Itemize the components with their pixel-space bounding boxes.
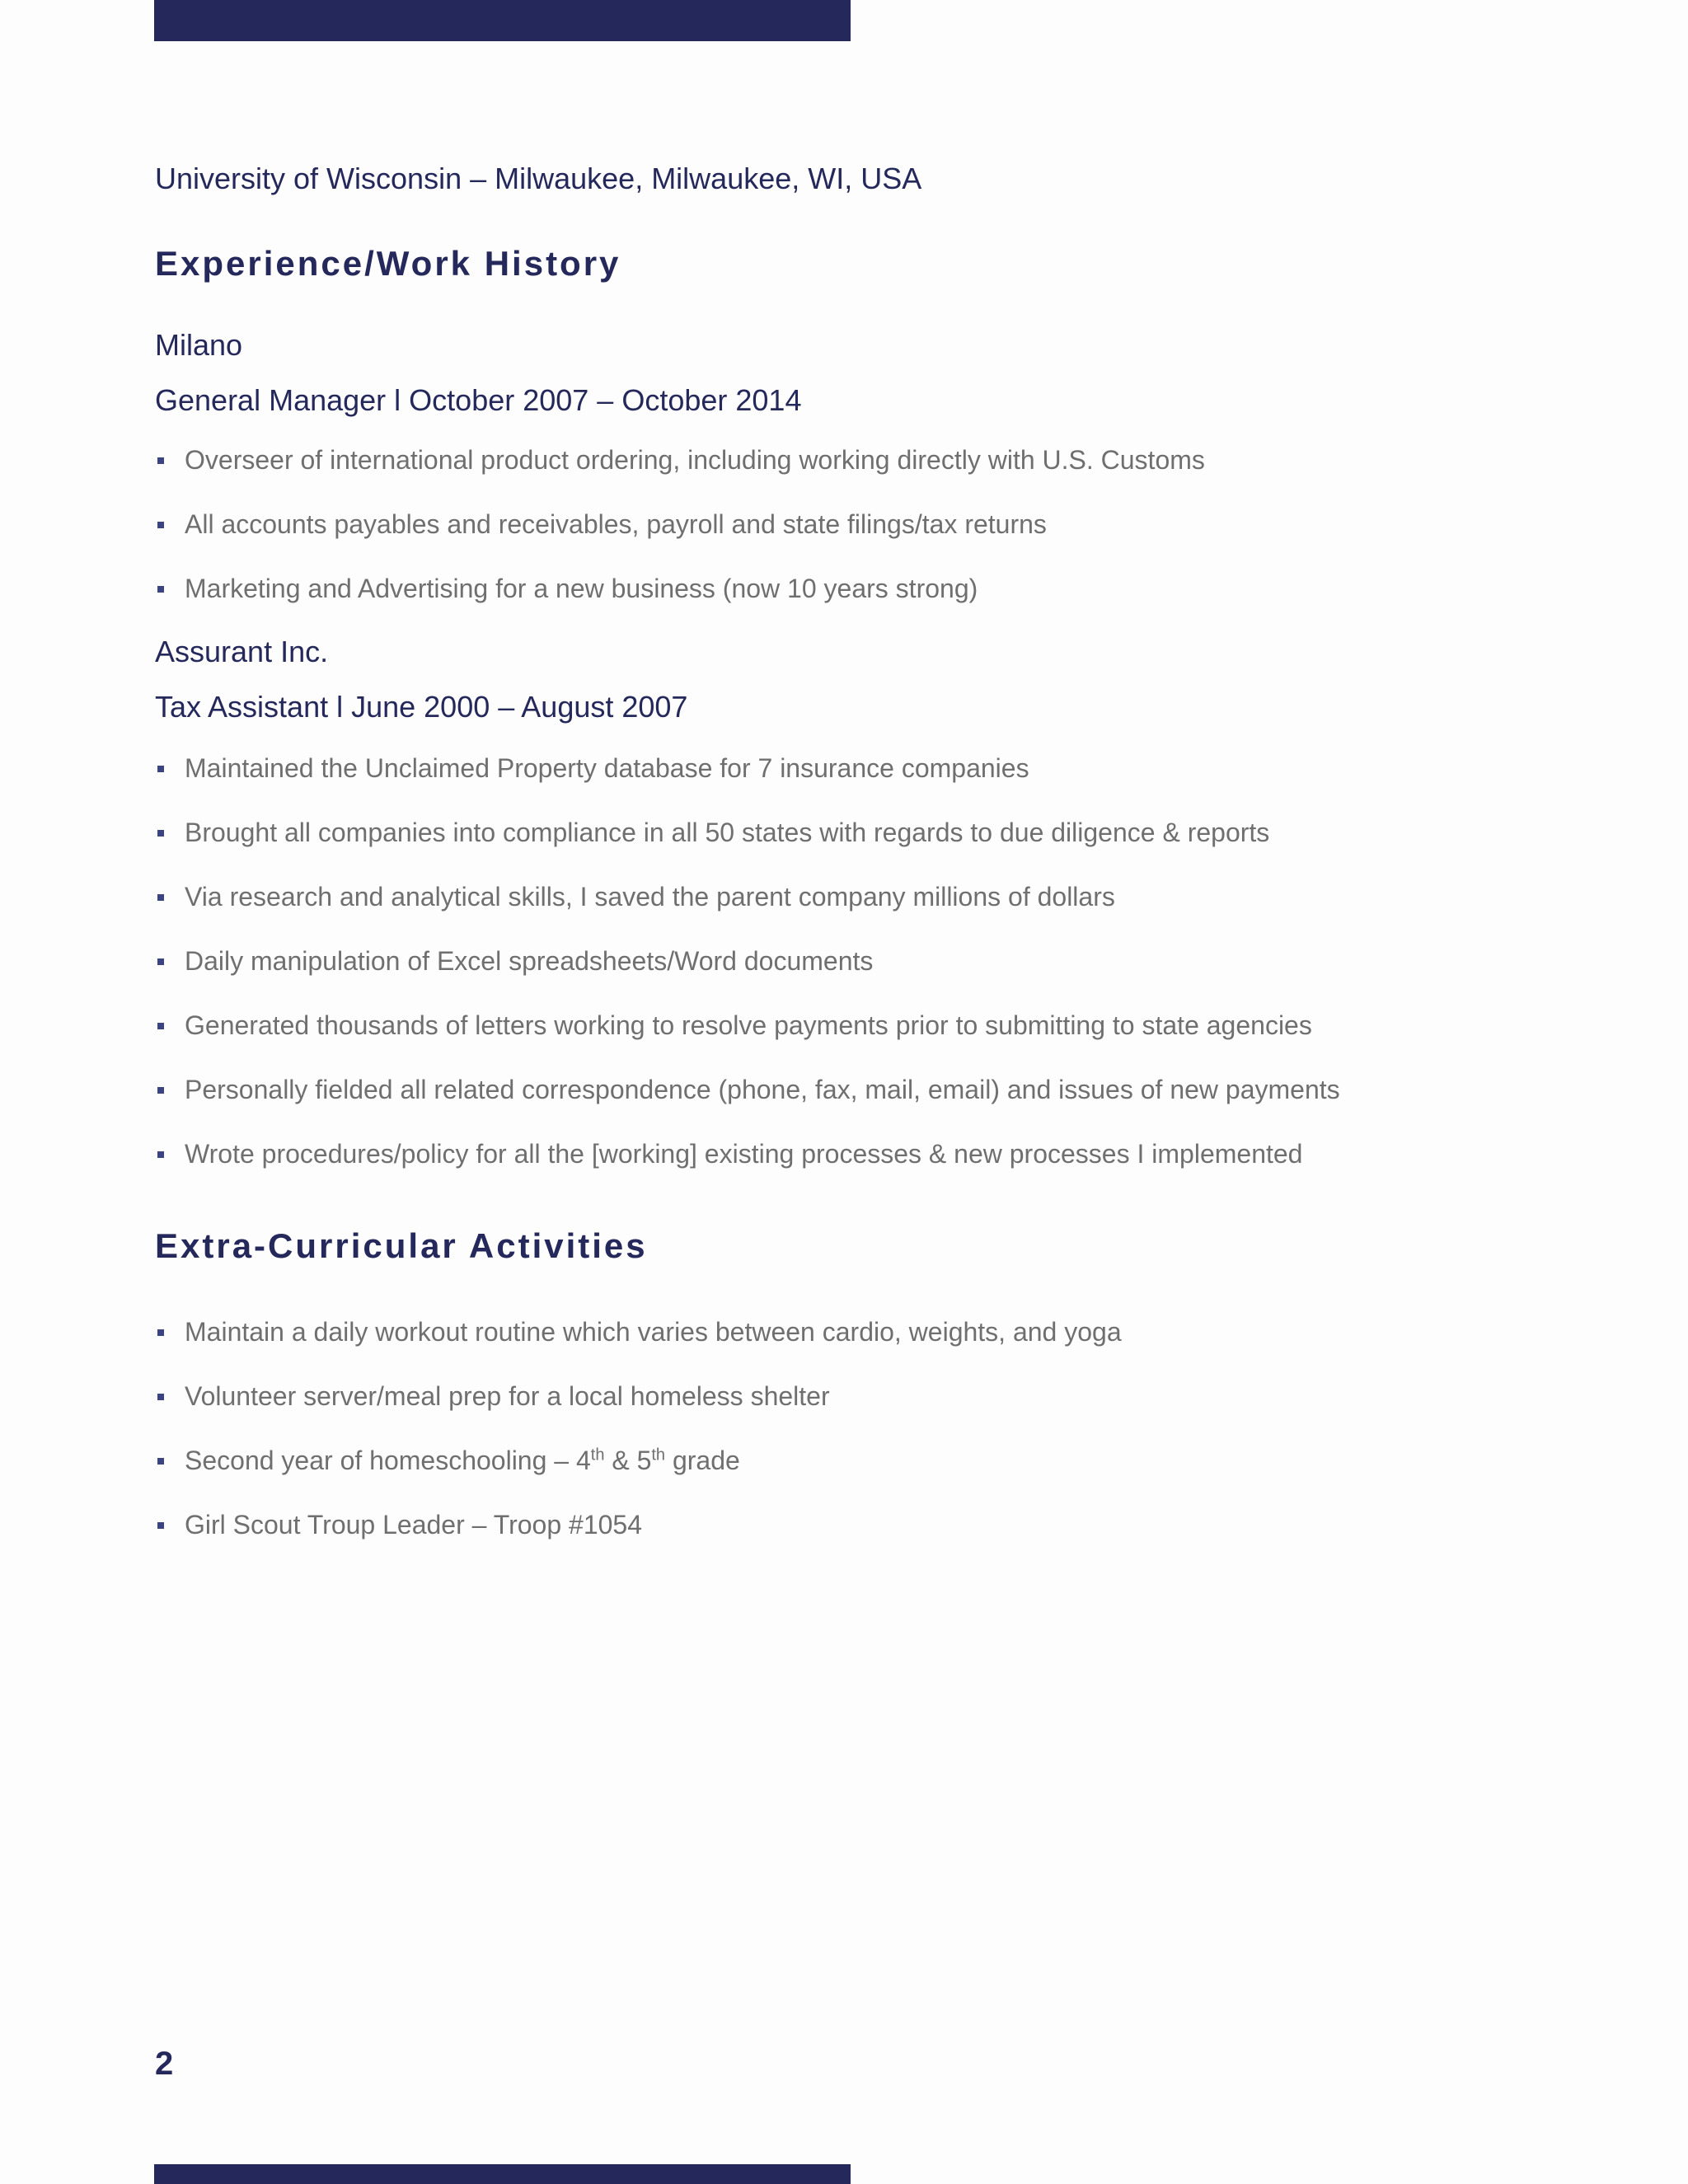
bullet-text: Volunteer server/meal prep for a local homeless shelter [185,1381,830,1411]
bullet-text: Daily manipulation of Excel spreadsheets/Word documents [185,946,874,976]
list-item [155,814,1340,879]
job-title-general-manager: General Manager l October 2007 – October 2014 [155,383,802,417]
list-item [155,1507,1122,1571]
bullet-text: Via research and analytical skills, I saved the parent company millions of dollars [185,882,1115,912]
bullet-text: Maintained the Unclaimed Property database for 7 insurance companies [185,753,1029,783]
job-bullets-assurant [155,750,1340,1200]
bullet-text: Personally fielded all related correspondence (phone, fax, mail, email) and issues of new payments [185,1075,1340,1104]
job-title-tax-assistant: Tax Assistant l June 2000 – August 2007 [155,690,688,724]
square-bullet-icon [157,1522,164,1529]
activities-bullets [155,1314,1122,1571]
square-bullet-icon [157,522,164,528]
list-item [155,879,1340,943]
page-number: 2 [155,2046,174,2082]
list-item [155,750,1340,814]
square-bullet-icon [157,830,164,837]
ordinal-superscript: th [590,1446,605,1465]
square-bullet-icon [157,1023,164,1029]
square-bullet-icon [157,1151,164,1158]
job-bullets-milano [155,442,1205,635]
list-item [155,1442,1122,1507]
list-item [155,506,1205,570]
bullet-text: Girl Scout Troup Leader – Troop #1054 [185,1510,643,1540]
list-item [155,1314,1122,1378]
header-accent-bar [154,0,851,41]
footer-accent-bar [154,2164,851,2184]
list-item [155,1007,1340,1071]
homeschool-text-middle: & 5 [604,1446,652,1475]
bullet-text: Generated thousands of letters working to resolve payments prior to submitting to state agencies [185,1010,1312,1040]
ordinal-superscript: th [651,1446,666,1465]
list-item [155,442,1205,506]
job-company-milano: Milano [155,328,243,362]
bullet-text: Maintain a daily workout routine which varies between cardio, weights, and yoga [185,1317,1122,1347]
education-location: University of Wisconsin – Milwaukee, Milwaukee, WI, USA [155,162,922,195]
homeschool-text-end: grade [665,1446,740,1475]
square-bullet-icon [157,457,164,464]
job-company-assurant: Assurant Inc. [155,635,329,668]
homeschool-text-start: Second year of homeschooling – 4 [185,1446,591,1475]
list-item [155,570,1205,635]
square-bullet-icon [157,766,164,772]
bullet-text: All accounts payables and receivables, payroll and state filings/tax returns [185,509,1047,539]
square-bullet-icon [157,894,164,901]
list-item [155,1378,1122,1442]
bullet-text [185,1446,740,1475]
list-item [155,1136,1340,1200]
square-bullet-icon [157,1394,164,1400]
square-bullet-icon [157,1329,164,1336]
square-bullet-icon [157,1458,164,1465]
square-bullet-icon [157,586,164,593]
activities-heading: Extra-Curricular Activities [155,1226,648,1265]
bullet-text: Wrote procedures/policy for all the [working] existing processes & new processes I implemented [185,1139,1303,1169]
bullet-text: Marketing and Advertising for a new business (now 10 years strong) [185,574,978,603]
square-bullet-icon [157,1087,164,1094]
bullet-text: Brought all companies into compliance in all 50 states with regards to due diligence & reports [185,818,1270,847]
square-bullet-icon [157,958,164,965]
list-item [155,1071,1340,1136]
list-item [155,943,1340,1007]
bullet-text: Overseer of international product ordering, including working directly with U.S. Customs [185,445,1205,475]
experience-heading: Experience/Work History [155,244,621,283]
